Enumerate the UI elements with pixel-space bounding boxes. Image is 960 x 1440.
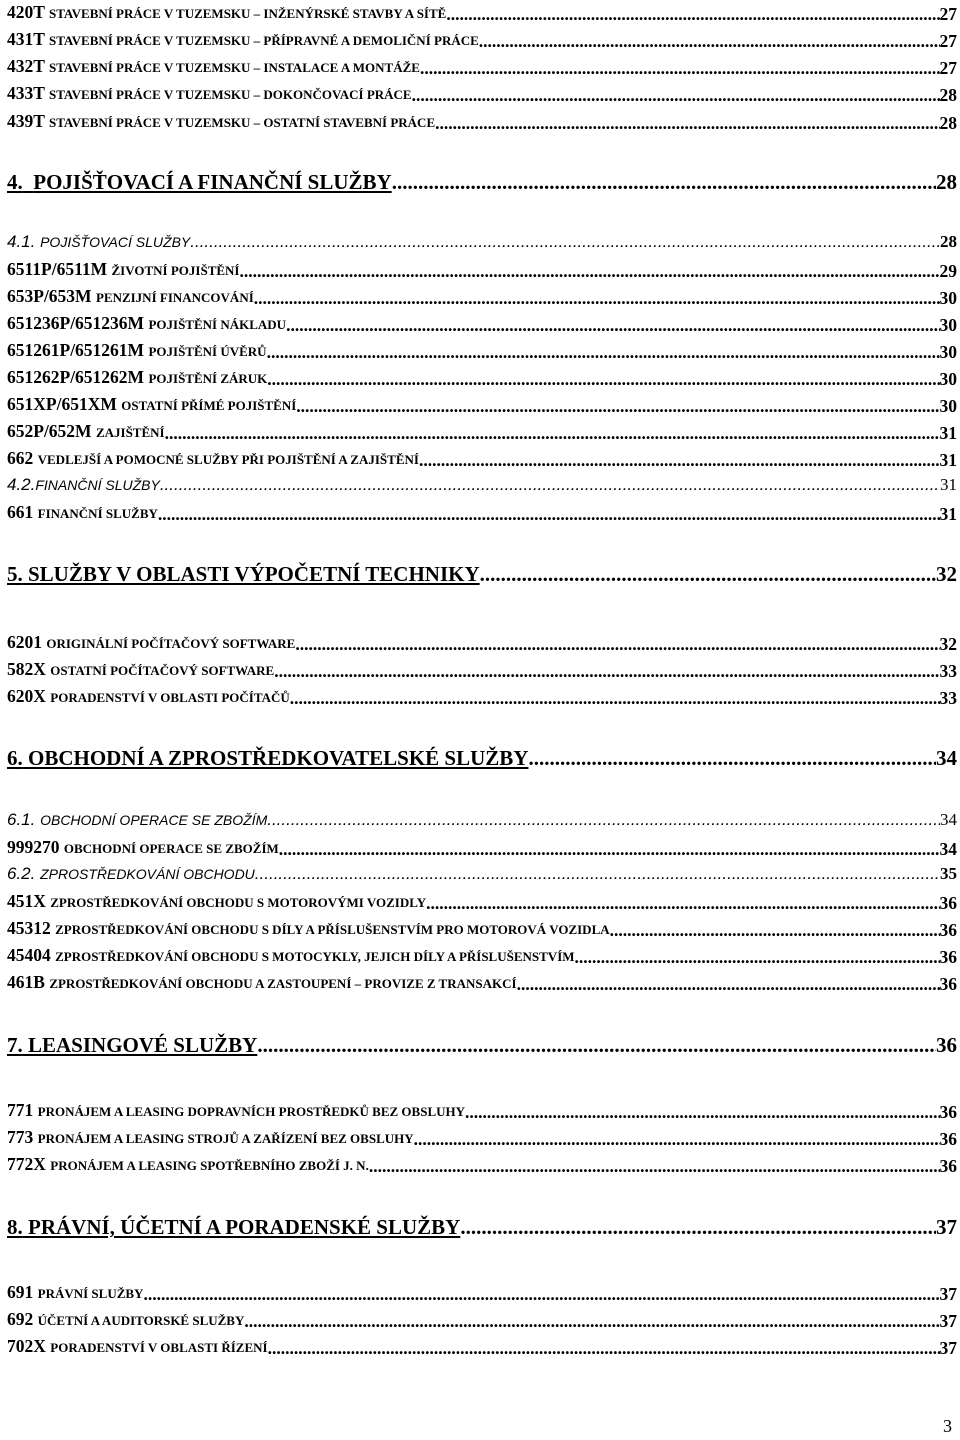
entry-code: 773 <box>7 1127 34 1147</box>
toc-entry[interactable] <box>7 54 957 80</box>
entry-page: 30 <box>939 342 957 362</box>
toc-subsection[interactable] <box>7 230 957 254</box>
entry-code: 772X <box>7 1154 46 1174</box>
chapter-title: LEASINGOVÉ SLUŽBY <box>28 1033 258 1057</box>
entry-label: ZPROSTŘEDKOVÁNÍ OBCHODU S MOTOCYKLY, JEJICH DÍLY A PŘÍSLUŠENSTVÍM <box>55 949 575 964</box>
subsection-title: ZPROSTŘEDKOVÁNÍ OBCHODU <box>40 866 255 882</box>
toc-entry[interactable] <box>7 338 957 364</box>
entry-label: POJIŠTĚNÍ NÁKLADU <box>148 317 287 332</box>
dot-leader <box>419 448 940 472</box>
subsection-page: 35 <box>940 864 957 883</box>
dot-leader <box>446 2 939 26</box>
dot-leader <box>268 1336 940 1360</box>
entry-code: 620X <box>7 686 46 706</box>
entry-code: 45312 <box>7 918 51 938</box>
subsection-number: 6.2. <box>7 864 36 883</box>
toc-subsection[interactable] <box>7 862 957 886</box>
dot-leader <box>255 862 940 886</box>
entry-code: 661 <box>7 502 34 522</box>
entry-page: 36 <box>939 1102 957 1122</box>
dot-leader <box>254 286 940 310</box>
entry-page: 27 <box>939 58 957 78</box>
entry-label: ÚČETNÍ A AUDITORSKÉ SLUŽBY <box>37 1313 245 1328</box>
toc-entry[interactable] <box>7 81 957 107</box>
entry-page: 31 <box>939 423 957 443</box>
dot-leader <box>279 837 940 861</box>
chapter-page: 32 <box>936 562 957 586</box>
entry-code: 439T <box>7 111 45 131</box>
entry-page: 37 <box>939 1284 957 1304</box>
entry-label: PRÁVNÍ SLUŽBY <box>37 1286 144 1301</box>
entry-page: 30 <box>939 369 957 389</box>
entry-label: STAVEBNÍ PRÁCE V TUZEMSKU – INŽENÝRSKÉ STAVBY A SÍTĚ <box>48 6 447 21</box>
entry-page: 30 <box>939 315 957 335</box>
subsection-title: OBCHODNÍ OPERACE SE ZBOŽÍM <box>40 812 268 828</box>
entry-code: 582X <box>7 659 46 679</box>
toc-entry[interactable] <box>7 311 957 337</box>
entry-code: 771 <box>7 1100 34 1120</box>
entry-page: 33 <box>939 688 957 708</box>
subsection-number: 4.1. <box>7 232 36 251</box>
toc-entry[interactable] <box>7 392 957 418</box>
toc-chapter-heading[interactable] <box>7 560 957 588</box>
dot-leader <box>435 111 939 135</box>
entry-label: ORIGINÁLNÍ POČÍTAČOVÝ SOFTWARE <box>46 636 296 651</box>
dot-leader <box>392 168 936 196</box>
dot-leader <box>239 259 939 283</box>
dot-leader <box>610 918 940 942</box>
toc-entry[interactable] <box>7 446 957 472</box>
dot-leader <box>257 1031 936 1059</box>
chapter-page: 36 <box>936 1033 957 1057</box>
entry-page: 30 <box>939 396 957 416</box>
chapter-number: 4. <box>7 170 23 194</box>
dot-leader <box>160 473 940 497</box>
entry-page: 37 <box>939 1311 957 1331</box>
entry-label: PORADENSTVÍ V OBLASTI ŘÍZENÍ <box>50 1340 268 1355</box>
dot-leader <box>369 1154 940 1178</box>
dot-leader <box>295 632 939 656</box>
toc-entry[interactable] <box>7 970 957 996</box>
entry-page: 27 <box>939 4 957 24</box>
chapter-title: PRÁVNÍ, ÚČETNÍ A PORADENSKÉ SLUŽBY <box>28 1215 461 1239</box>
entry-code: 702X <box>7 1336 46 1356</box>
dot-leader <box>143 1282 939 1306</box>
entry-code: 431T <box>7 29 45 49</box>
dot-leader <box>158 502 940 526</box>
dot-leader <box>528 744 936 772</box>
entry-page: 31 <box>939 450 957 470</box>
entry-page: 36 <box>939 1156 957 1176</box>
page-number: 3 <box>943 1416 952 1436</box>
entry-label: ZAJIŠTĚNÍ <box>95 425 165 440</box>
toc-chapter-heading[interactable] <box>7 168 957 196</box>
toc-entry[interactable] <box>7 1334 957 1360</box>
toc-entry[interactable] <box>7 889 957 915</box>
entry-code: 451X <box>7 891 46 911</box>
entry-label: PRONÁJEM A LEASING STROJŮ A ZAŘÍZENÍ BEZ OBSLUHY <box>37 1131 414 1146</box>
subsection-title: POJIŠŤOVACÍ SLUŽBY <box>40 234 191 250</box>
entry-label: OSTATNÍ POČÍTAČOVÝ SOFTWARE <box>50 663 275 678</box>
entry-code: 651261P/651261M <box>7 340 145 360</box>
toc-entry[interactable] <box>7 684 957 710</box>
entry-page: 32 <box>939 634 957 654</box>
dot-leader <box>286 313 939 337</box>
entry-page: 36 <box>939 974 957 994</box>
toc-chapter-heading[interactable] <box>7 1031 957 1059</box>
dot-leader <box>290 686 940 710</box>
subsection-page: 34 <box>940 810 957 829</box>
entry-code: 651262P/651262M <box>7 367 145 387</box>
subsection-page: 31 <box>940 475 957 494</box>
entry-label: ZPROSTŘEDKOVÁNÍ OBCHODU A ZASTOUPENÍ – PROVIZE Z TRANSAKCÍ <box>49 976 517 991</box>
toc-entry[interactable] <box>7 109 957 135</box>
entry-code: 652P/652M <box>7 421 92 441</box>
entry-page: 37 <box>939 1338 957 1358</box>
entry-page: 36 <box>939 920 957 940</box>
chapter-number: 5. <box>7 562 23 586</box>
entry-label: PRONÁJEM A LEASING DOPRAVNÍCH PROSTŘEDKŮ BEZ OBSLUHY <box>37 1104 466 1119</box>
entry-label: STAVEBNÍ PRÁCE V TUZEMSKU – DOKONČOVACÍ PRÁCE <box>48 87 412 102</box>
chapter-page: 28 <box>936 170 957 194</box>
entry-page: 36 <box>939 893 957 913</box>
dot-leader <box>426 891 939 915</box>
dot-leader <box>267 808 940 832</box>
entry-page: 28 <box>939 85 957 105</box>
toc-entry[interactable] <box>7 257 957 283</box>
toc-entry[interactable] <box>7 1125 957 1151</box>
entry-label: PENZIJNÍ FINANCOVÁNÍ <box>95 290 254 305</box>
toc-entry[interactable] <box>7 284 957 310</box>
entry-page: 34 <box>939 839 957 859</box>
dot-leader <box>414 1127 940 1151</box>
toc-entry[interactable] <box>7 500 957 526</box>
entry-code: 6201 <box>7 632 42 652</box>
chapter-title: POJIŠŤOVACÍ A FINANČNÍ SLUŽBY <box>33 170 392 194</box>
subsection-title: FINANČNÍ SLUŽBY <box>35 477 160 493</box>
entry-code: 651XP/651XM <box>7 394 117 414</box>
chapter-number: 7. <box>7 1033 23 1057</box>
entry-code: 999270 <box>7 837 60 857</box>
toc-entry[interactable] <box>7 0 957 26</box>
dot-leader <box>412 83 940 107</box>
chapter-number: 6. <box>7 746 23 770</box>
entry-code: 692 <box>7 1309 34 1329</box>
dot-leader <box>480 560 936 588</box>
toc-chapter-heading[interactable] <box>7 744 957 772</box>
dot-leader <box>244 1309 939 1333</box>
entry-code: 461B <box>7 972 45 992</box>
dot-leader <box>190 230 940 254</box>
toc-entry[interactable] <box>7 1098 957 1124</box>
entry-code: 6511P/6511M <box>7 259 108 279</box>
entry-label: VEDLEJŠÍ A POMOCNÉ SLUŽBY PŘI POJIŠTĚNÍ A ZAJIŠTĚNÍ <box>37 452 419 467</box>
entry-label: FINANČNÍ SLUŽBY <box>37 506 158 521</box>
entry-label: POJIŠTĚNÍ ZÁRUK <box>148 371 268 386</box>
entry-label: STAVEBNÍ PRÁCE V TUZEMSKU – OSTATNÍ STAVEBNÍ PRÁCE <box>48 115 436 130</box>
entry-page: 33 <box>939 661 957 681</box>
entry-page: 28 <box>939 113 957 133</box>
entry-label: STAVEBNÍ PRÁCE V TUZEMSKU – INSTALACE A MONTÁŽE <box>48 60 420 75</box>
dot-leader <box>575 945 940 969</box>
entry-page: 27 <box>939 31 957 51</box>
entry-label: STAVEBNÍ PRÁCE V TUZEMSKU – PŘÍPRAVNÉ A DEMOLIČNÍ PRÁCE <box>48 33 479 48</box>
entry-code: 420T <box>7 2 45 22</box>
dot-leader <box>517 972 940 996</box>
entry-label: ŽIVOTNÍ POJIŠTĚNÍ <box>111 263 240 278</box>
dot-leader <box>165 421 940 445</box>
entry-page: 30 <box>939 288 957 308</box>
dot-leader <box>296 394 939 418</box>
toc-entry[interactable] <box>7 916 957 942</box>
subsection-page: 28 <box>940 232 957 251</box>
entry-label: PORADENSTVÍ V OBLASTI POČÍTAČŮ <box>50 690 290 705</box>
toc-chapter-heading[interactable] <box>7 1213 957 1241</box>
subsection-number: 4.2. <box>7 475 36 494</box>
toc-subsection[interactable] <box>7 473 957 497</box>
dot-leader <box>274 659 939 683</box>
entry-code: 45404 <box>7 945 51 965</box>
dot-leader <box>420 56 940 80</box>
entry-label: OSTATNÍ PŘÍMÉ POJIŠTĚNÍ <box>121 398 297 413</box>
dot-leader <box>267 340 940 364</box>
entry-label: PRONÁJEM A LEASING SPOTŘEBNÍHO ZBOŽÍ J. N. <box>50 1158 369 1173</box>
dot-leader <box>460 1213 936 1241</box>
chapter-title: SLUŽBY V OBLASTI VÝPOČETNÍ TECHNIKY <box>28 562 480 586</box>
toc-entry[interactable] <box>7 835 957 861</box>
entry-page: 36 <box>939 1129 957 1149</box>
toc-subsection[interactable] <box>7 808 957 832</box>
dot-leader <box>465 1100 939 1124</box>
entry-label: ZPROSTŘEDKOVÁNÍ OBCHODU S MOTOROVÝMI VOZIDLY <box>50 895 427 910</box>
chapter-page: 34 <box>936 746 957 770</box>
entry-label: ZPROSTŘEDKOVÁNÍ OBCHODU S DÍLY A PŘÍSLUŠENSTVÍM PRO MOTOROVÁ VOZIDLA <box>55 922 610 937</box>
toc-entry[interactable] <box>7 1307 957 1333</box>
toc-entry[interactable] <box>7 943 957 969</box>
chapter-title: OBCHODNÍ A ZPROSTŘEDKOVATELSKÉ SLUŽBY <box>28 746 529 770</box>
entry-code: 432T <box>7 56 45 76</box>
toc-entry[interactable] <box>7 630 957 656</box>
toc-entry[interactable] <box>7 365 957 391</box>
entry-page: 31 <box>939 504 957 524</box>
entry-code: 433T <box>7 83 45 103</box>
entry-label: OBCHODNÍ OPERACE SE ZBOŽÍM <box>63 841 279 856</box>
entry-code: 651236P/651236M <box>7 313 145 333</box>
dot-leader <box>267 367 939 391</box>
entry-code: 662 <box>7 448 34 468</box>
toc-entry[interactable] <box>7 419 957 445</box>
subsection-number: 6.1. <box>7 810 36 829</box>
entry-label: POJIŠTĚNÍ ÚVĚRŮ <box>148 344 267 359</box>
toc-entry[interactable] <box>7 1280 957 1306</box>
chapter-page: 37 <box>936 1215 957 1239</box>
entry-code: 653P/653M <box>7 286 92 306</box>
chapter-number: 8. <box>7 1215 23 1239</box>
toc-entry[interactable] <box>7 657 957 683</box>
entry-page: 29 <box>939 261 957 281</box>
toc-entry[interactable] <box>7 27 957 53</box>
entry-code: 691 <box>7 1282 34 1302</box>
entry-page: 36 <box>939 947 957 967</box>
toc-entry[interactable] <box>7 1152 957 1178</box>
dot-leader <box>479 29 940 53</box>
